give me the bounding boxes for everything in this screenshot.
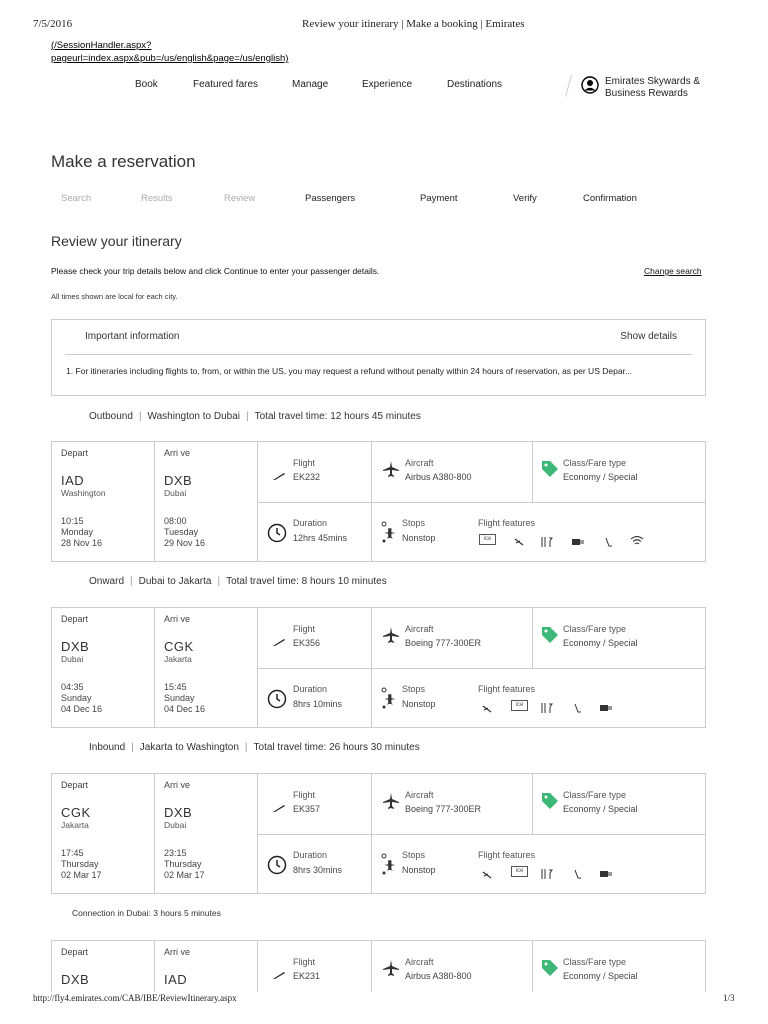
arrive-code: DXB <box>164 473 193 488</box>
flight-card <box>51 940 706 992</box>
arrive-label: Arri ve <box>164 780 191 790</box>
aircraft-icon <box>382 959 400 982</box>
flight-number: EK357 <box>293 804 321 814</box>
fare-type: Economy / Special <box>563 804 638 814</box>
arrive-label: Arri ve <box>164 448 191 458</box>
arrive-label: Arri ve <box>164 947 191 957</box>
print-title: Review your itinerary | Make a booking | Emirates <box>302 18 525 30</box>
session-link-line1: (/SessionHandler.aspx? <box>51 40 152 51</box>
segment-direction: Outbound <box>89 411 133 422</box>
review-title: Review your itinerary <box>51 233 182 249</box>
aircraft-label: Aircraft <box>405 790 434 800</box>
flight-card <box>51 607 706 728</box>
important-info-title: Important information <box>85 331 180 342</box>
duration-value: 8hrs 10mins <box>293 699 343 709</box>
stops-icon <box>381 853 397 880</box>
flight-number: EK232 <box>293 472 321 482</box>
phone-icon <box>604 534 614 552</box>
stops-label: Stops <box>402 684 426 694</box>
info-item: 1. For itineraries including flights to, from, or within the US, you may request a refund without penalty within 24 hours of reservation, as per US Depar... <box>66 366 632 376</box>
ice-icon: ice <box>511 866 528 877</box>
features-label: Flight features <box>478 684 536 694</box>
nav-experience[interactable]: Experience <box>362 79 413 90</box>
stops-label: Stops <box>402 850 426 860</box>
stops-icon <box>381 521 397 548</box>
depart-date: 02 Mar 17 <box>61 870 102 880</box>
card-divider <box>154 774 155 893</box>
show-details-link[interactable]: Show details <box>620 331 677 342</box>
depart-label: Depart <box>61 614 89 624</box>
stops-label: Stops <box>402 518 426 528</box>
nav-manage[interactable]: Manage <box>292 79 329 90</box>
arrive-date: 02 Mar 17 <box>164 870 205 880</box>
class-label: Class/Fare type <box>563 790 627 800</box>
depart-label: Depart <box>61 780 89 790</box>
arrive-code: CGK <box>164 639 194 654</box>
features-label: Flight features <box>478 850 536 860</box>
stops-icon <box>381 687 397 714</box>
flight-label: Flight <box>293 957 316 967</box>
step-confirmation: Confirmation <box>583 193 637 204</box>
power-icon <box>599 700 613 718</box>
fare-tag-icon <box>541 959 559 982</box>
card-divider <box>154 442 155 561</box>
aircraft-icon <box>382 792 400 815</box>
phone-icon <box>573 866 583 884</box>
class-label: Class/Fare type <box>563 458 627 468</box>
step-passengers: Passengers <box>305 193 356 204</box>
arrive-city: Dubai <box>164 488 187 498</box>
card-divider <box>257 941 258 992</box>
segment-total: Total travel time: 8 hours 10 minutes <box>226 576 387 587</box>
flight-icon <box>272 967 286 985</box>
arrive-time: 08:00 <box>164 516 187 526</box>
segment-total: Total travel time: 12 hours 45 minutes <box>254 411 421 422</box>
clock-icon <box>267 689 287 714</box>
skywards-line1: Emirates Skywards & <box>605 76 701 87</box>
wifi-icon <box>630 533 644 551</box>
arrive-time: 23:15 <box>164 848 187 858</box>
depart-code: IAD <box>61 473 85 488</box>
depart-time-block <box>61 848 102 881</box>
fare-type: Economy / Special <box>563 638 638 648</box>
power-icon <box>599 866 613 884</box>
print-footer-url: http://fly4.emirates.com/CAB/IBE/ReviewItinerary.aspx <box>33 993 237 1003</box>
class-label: Class/Fare type <box>563 957 627 967</box>
card-divider <box>532 442 533 502</box>
page-title: Make a reservation <box>51 152 196 171</box>
card-divider <box>532 608 533 668</box>
card-divider <box>257 834 705 835</box>
aircraft-label: Aircraft <box>405 957 434 967</box>
features-label: Flight features <box>478 518 536 528</box>
segment-heading: Inbound | Jakarta to Washington | Total travel time: 26 hours 30 minutes <box>89 742 420 753</box>
depart-code: DXB <box>61 639 90 654</box>
segment-total: Total travel time: 26 hours 30 minutes <box>253 742 420 753</box>
segment-direction: Onward <box>89 576 125 587</box>
depart-day: Thursday <box>61 859 99 869</box>
flight-icon <box>272 634 286 652</box>
arrive-day: Thursday <box>164 859 202 869</box>
nav-featured-fares[interactable]: Featured fares <box>193 79 259 90</box>
depart-day: Monday <box>61 527 94 537</box>
segment-route: Dubai to Jakarta <box>138 576 212 587</box>
class-label: Class/Fare type <box>563 624 627 634</box>
depart-date: 28 Nov 16 <box>61 538 103 548</box>
arrive-time-block <box>164 682 205 715</box>
depart-label: Depart <box>61 947 89 957</box>
depart-city: Dubai <box>61 654 84 664</box>
depart-label: Depart <box>61 448 89 458</box>
depart-time: 04:35 <box>61 682 84 692</box>
stops-value: Nonstop <box>402 533 436 543</box>
depart-date: 04 Dec 16 <box>61 704 103 714</box>
depart-time-block <box>61 682 102 715</box>
nav-destinations[interactable]: Destinations <box>447 79 503 90</box>
depart-time: 10:15 <box>61 516 84 526</box>
step-payment: Payment <box>420 193 458 204</box>
nav-book[interactable]: Book <box>135 79 158 90</box>
depart-time-block <box>61 516 102 549</box>
arrive-time: 15:45 <box>164 682 187 692</box>
depart-city: Washington <box>61 488 106 498</box>
flight-tracker-icon <box>514 534 524 552</box>
skywards-line2: Business Rewards <box>605 88 688 99</box>
skywards-link[interactable] <box>605 76 700 100</box>
card-divider <box>532 774 533 834</box>
power-icon <box>571 534 585 552</box>
flight-icon <box>272 468 286 486</box>
print-footer-page: 1/3 <box>723 993 735 1003</box>
connection-note: Connection in Dubai: 3 hours 5 minutes <box>72 908 221 918</box>
flight-card-partial <box>51 940 706 992</box>
flight-label: Flight <box>293 458 316 468</box>
arrive-date: 04 Dec 16 <box>164 704 206 714</box>
fare-tag-icon <box>541 792 559 815</box>
info-divider <box>65 354 692 355</box>
aircraft-type: Airbus A380-800 <box>405 971 472 981</box>
flight-number: EK231 <box>293 971 321 981</box>
aircraft-type: Boeing 777-300ER <box>405 804 482 814</box>
session-link-line2: pageurl=index.aspx&pub=/us/english&page=/us/english) <box>51 53 289 64</box>
print-date: 7/5/2016 <box>33 18 73 30</box>
flight-tracker-icon <box>482 701 492 719</box>
flight-icon <box>272 800 286 818</box>
fare-tag-icon <box>541 460 559 483</box>
duration-label: Duration <box>293 518 328 528</box>
card-divider <box>532 941 533 992</box>
dining-icon <box>540 700 554 718</box>
arrive-time-block <box>164 516 205 549</box>
flight-label: Flight <box>293 624 316 634</box>
phone-icon <box>573 700 583 718</box>
aircraft-icon <box>382 460 400 483</box>
arrive-code: IAD <box>164 972 188 987</box>
clock-icon <box>267 523 287 548</box>
aircraft-type: Boeing 777-300ER <box>405 638 482 648</box>
step-verify: Verify <box>513 193 537 204</box>
dining-icon <box>540 534 554 552</box>
nav-divider <box>565 75 572 97</box>
arrive-date: 29 Nov 16 <box>164 538 206 548</box>
aircraft-label: Aircraft <box>405 624 434 634</box>
segment-heading: Onward | Dubai to Jakarta | Total travel time: 8 hours 10 minutes <box>89 576 387 587</box>
card-divider <box>257 668 705 669</box>
dining-icon <box>540 866 554 884</box>
clock-icon <box>267 855 287 880</box>
segment-direction: Inbound <box>89 742 126 753</box>
segment-route: Jakarta to Washington <box>139 742 239 753</box>
card-divider <box>154 941 155 992</box>
aircraft-icon <box>382 626 400 649</box>
stops-value: Nonstop <box>402 699 436 709</box>
step-search[interactable]: Search <box>61 193 92 204</box>
duration-label: Duration <box>293 850 328 860</box>
arrive-time-block <box>164 848 205 881</box>
arrive-city: Dubai <box>164 820 187 830</box>
ice-icon: ice <box>479 534 496 545</box>
depart-city: Jakarta <box>61 820 89 830</box>
change-search-link[interactable]: Change search <box>644 266 702 276</box>
user-icon[interactable] <box>581 76 599 99</box>
card-divider <box>154 608 155 727</box>
duration-value: 8hrs 30mins <box>293 865 343 875</box>
flight-label: Flight <box>293 790 316 800</box>
segment-heading: Outbound | Washington to Dubai | Total travel time: 12 hours 45 minutes <box>89 411 421 422</box>
fare-type: Economy / Special <box>563 971 638 981</box>
ice-icon: ice <box>511 700 528 711</box>
depart-code: CGK <box>61 805 91 820</box>
flight-number: EK356 <box>293 638 321 648</box>
review-instruction: Please check your trip details below and click Continue to enter your passenger details. <box>51 266 380 276</box>
stops-value: Nonstop <box>402 865 436 875</box>
session-link[interactable] <box>51 39 288 65</box>
arrive-day: Sunday <box>164 693 195 703</box>
aircraft-label: Aircraft <box>405 458 434 468</box>
arrive-day: Tuesday <box>164 527 199 537</box>
arrive-label: Arri ve <box>164 614 191 624</box>
card-divider <box>257 502 705 503</box>
duration-value: 12hrs 45mins <box>293 533 348 543</box>
arrive-code: DXB <box>164 805 193 820</box>
step-results[interactable]: Results <box>141 193 173 204</box>
duration-label: Duration <box>293 684 328 694</box>
step-review: Review <box>224 193 256 204</box>
flight-tracker-icon <box>482 867 492 885</box>
depart-time: 17:45 <box>61 848 84 858</box>
arrive-city: Jakarta <box>164 654 192 664</box>
flight-card <box>51 441 706 562</box>
segment-route: Washington to Dubai <box>147 411 241 422</box>
card-divider <box>371 941 372 992</box>
times-note: All times shown are local for each city. <box>51 292 178 301</box>
flight-card <box>51 773 706 894</box>
fare-tag-icon <box>541 626 559 649</box>
important-info-box <box>51 319 706 396</box>
aircraft-type: Airbus A380-800 <box>405 472 472 482</box>
depart-code: DXB <box>61 972 90 987</box>
depart-day: Sunday <box>61 693 92 703</box>
fare-type: Economy / Special <box>563 472 638 482</box>
